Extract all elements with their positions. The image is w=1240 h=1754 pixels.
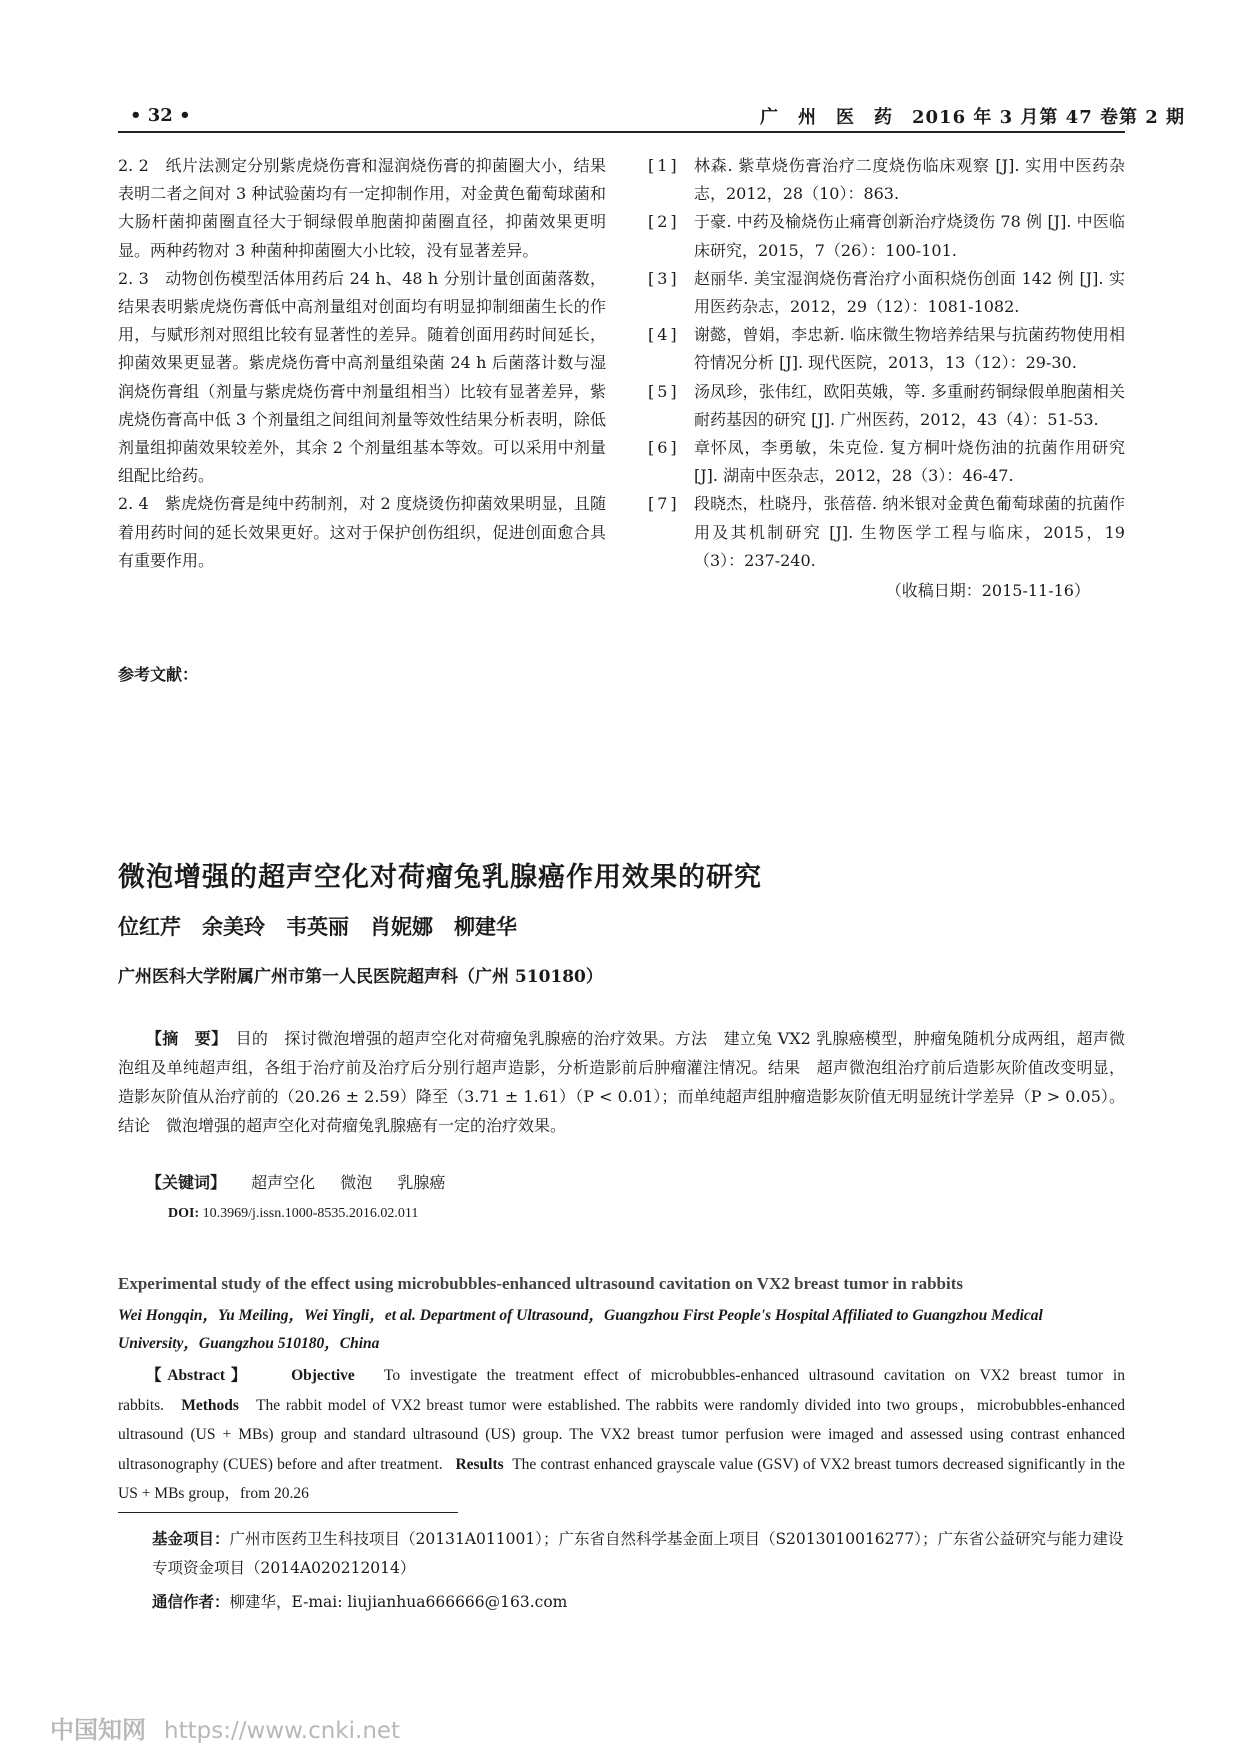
header-divider bbox=[118, 131, 1125, 133]
references-label: 参考文献： bbox=[118, 665, 199, 684]
reference-number: [7] bbox=[648, 494, 680, 514]
reference-text: 于豪. 中药及榆烧伤止痛膏创新治疗烧烫伤 78 例 [J]. 中医临床研究，2015，7（26）：100-101. bbox=[694, 212, 1125, 260]
fund-text: 广州市医药卫生科技项目（20131A011001）；广东省自然科学基金面上项目（S2013010016277）；广东省公益研究与能力建设专项资金项目（2014A020212014） bbox=[152, 1530, 1124, 1577]
results-text: The contrast enhanced grayscale value (GSV) of VX2 breast tumors decreased significantly in the US + MBs group，from 20.26 bbox=[118, 1455, 1125, 1502]
reference-item bbox=[648, 378, 1125, 434]
reference-number: [6] bbox=[648, 438, 680, 458]
reference-item bbox=[648, 434, 1125, 490]
reference-item bbox=[648, 490, 1125, 575]
doi-line bbox=[168, 1206, 418, 1222]
reference-text: 林森. 紫草烧伤膏治疗二度烧伤临床观察 [J]. 实用中医药杂志，2012，28（10）：863. bbox=[694, 156, 1125, 204]
corresponding-text: 柳建华，E-mai: liujianhua666666@163.com bbox=[229, 1593, 568, 1611]
keyword: 乳腺癌 bbox=[397, 1173, 446, 1192]
page-number: • 32 • bbox=[130, 105, 191, 126]
chinese-abstract bbox=[118, 1024, 1125, 1140]
article-title: 微泡增强的超声空化对荷瘤兔乳腺癌作用效果的研究 bbox=[118, 862, 762, 893]
reference-text: 谢懿，曾娟，李忠新. 临床微生物培养结果与抗菌药物使用相符情况分析 [J]. 现代医院，2013，13（12）：29-30. bbox=[694, 325, 1125, 373]
methods-text: The rabbit model of VX2 breast tumor were established. The rabbits were randomly divided into two groups，microbubbles-enhanced ultrasound (US + MBs) group and standard ultrasound (US) group. The VX2 breast tumor perfusion were imaged and assessed using contrast enhanced ultrasonography (CUES) before and after treatment. bbox=[118, 1396, 1126, 1473]
keyword: 超声空化 bbox=[251, 1173, 316, 1192]
cnki-watermark bbox=[50, 1710, 400, 1745]
english-title: Experimental study of the effect using microbubbles-enhanced ultrasound cavitation on VX2 breast tumor in rabbits bbox=[118, 1274, 964, 1293]
left-column bbox=[118, 152, 606, 575]
section-2-2: 2. 2 纸片法测定分别紫虎烧伤膏和湿润烧伤膏的抑菌圈大小，结果表明二者之间对 3 种试验菌均有一定抑制作用，对金黄色葡萄球菌和大肠杆菌抑菌圈直径大于铜绿假单胞菌抑菌圈直径，抑菌效果更明显。两种药物对 3 种菌种抑菌圈大小比较，没有显著差异。 bbox=[118, 156, 606, 260]
reference-item bbox=[648, 152, 1125, 208]
english-abstract-label: 【Abstract】 bbox=[146, 1367, 253, 1384]
keywords-label: 【关键词】 bbox=[146, 1173, 227, 1192]
reference-number: [5] bbox=[648, 381, 680, 401]
footnote-divider bbox=[118, 1512, 458, 1513]
received-date: （收稿日期：2015-11-16） bbox=[885, 581, 1090, 601]
watermark-brand: 中国知网 bbox=[50, 1716, 146, 1744]
results-label: Results bbox=[455, 1455, 504, 1473]
fund-label: 基金项目： bbox=[152, 1529, 230, 1548]
keyword: 微泡 bbox=[340, 1173, 373, 1192]
reference-number: [2] bbox=[648, 212, 680, 232]
corresponding-label: 通信作者： bbox=[152, 1592, 230, 1611]
reference-text: 段晓杰，杜晓丹，张蓓蓓. 纳米银对金黄色葡萄球菌的抗菌作用及其机制研究 [J]. 生物医学工程与临床，2015，19（3）：237-240. bbox=[694, 494, 1125, 570]
abstract-text: 目的 探讨微泡增强的超声空化对荷瘤兔乳腺癌的治疗效果。方法 建立兔 VX2 乳腺癌模型，肿瘤兔随机分成两组，超声微泡组及单纯超声组，各组于治疗前及治疗后分别行超声造影，分析造影前后肿瘤灌注情况。结果 超声微泡组治疗前后造影灰阶值改变明显，造影灰阶值从治疗前的（20.26 ± 2.59）降至（3.71 ± 1.61）（P < 0.01）；而单纯超声组肿瘤造影灰阶值无明显统计学差异（P > 0.05）。结论 微泡增强的超声空化对荷瘤兔乳腺癌有一定的治疗效果。 bbox=[118, 1029, 1125, 1135]
reference-number: [3] bbox=[648, 268, 680, 288]
reference-item bbox=[648, 321, 1125, 377]
abstract-label: 【摘 要】 bbox=[146, 1029, 220, 1048]
reference-list bbox=[648, 152, 1125, 605]
article-authors: 位红芹 余美玲 韦英丽 肖妮娜 柳建华 bbox=[118, 914, 517, 939]
english-abstract bbox=[118, 1361, 1125, 1509]
objective-text: To investigate the treatment effect of microbubbles-enhanced ultrasound cavitation on VX2 breast tumor in rabbits. bbox=[118, 1367, 1125, 1414]
fund-footnote bbox=[152, 1524, 1124, 1583]
doi-label: DOI: bbox=[168, 1206, 200, 1221]
reference-item bbox=[648, 265, 1125, 321]
watermark-url: https://www.cnki.net bbox=[164, 1718, 401, 1744]
section-2-4: 2. 4 紫虎烧伤膏是纯中药制剂，对 2 度烧烫伤抑菌效果明显，且随着用药时间的延长效果更好。这对于保护创伤组织，促进创面愈合具有重要作用。 bbox=[118, 494, 606, 570]
reference-text: 汤凤珍，张伟红，欧阳英娥，等. 多重耐药铜绿假单胞菌相关耐药基因的研究 [J]. 广州医药，2012，43（4）：51-53. bbox=[694, 381, 1125, 429]
journal-header: 广 州 医 药 2016 年 3 月第 47 卷第 2 期 bbox=[760, 107, 1186, 128]
reference-text: 章怀凤，李勇敏，朱克俭. 复方桐叶烧伤油的抗菌作用研究 [J]. 湖南中医杂志，2012，28（3）：46-47. bbox=[694, 438, 1125, 486]
section-2-3: 2. 3 动物创伤模型活体用药后 24 h、48 h 分别计量创面菌落数，结果表明紫虎烧伤膏低中高剂量组对创面均有明显抑制细菌生长的作用，与赋形剂对照组比较有显著性的差异。随着创面用药时间延长，抑菌效果更显著。紫虎烧伤膏中高剂量组染菌 24 h 后菌落计数与湿润烧伤膏组（剂量与紫虎烧伤膏中剂量组相当）比较有显著差异，紫虎烧伤膏高中低 3 个剂量组之间组间剂量等效性结果分析表明，除低剂量组抑菌效果较差外，其余 2 个剂量组基本等效。可以采用中剂量组配比给药。 bbox=[118, 268, 606, 486]
methods-label: Methods bbox=[181, 1396, 239, 1414]
keywords bbox=[146, 1170, 445, 1193]
reference-number: [1] bbox=[648, 156, 680, 175]
article-affiliation: 广州医科大学附属广州市第一人民医院超声科（广州 510180） bbox=[118, 967, 603, 987]
reference-item bbox=[648, 208, 1125, 264]
doi-value: 10.3969/j.issn.1000-8535.2016.02.011 bbox=[202, 1206, 419, 1221]
reference-text: 赵丽华. 美宝湿润烧伤膏治疗小面积烧伤创面 142 例 [J]. 实用医药杂志，2012，29（12）：1081-1082. bbox=[694, 268, 1125, 317]
objective-label: Objective bbox=[291, 1367, 355, 1384]
reference-number: [4] bbox=[648, 325, 680, 345]
corresponding-footnote bbox=[152, 1590, 567, 1612]
english-authors: Wei Hongqin，Yu Meiling，Wei Yingli，et al. Department of Ultrasound，Guangzhou First People's Hospital Affiliated to Guangzhou Medical University，Guangzhou 510180，China bbox=[118, 1307, 1043, 1352]
